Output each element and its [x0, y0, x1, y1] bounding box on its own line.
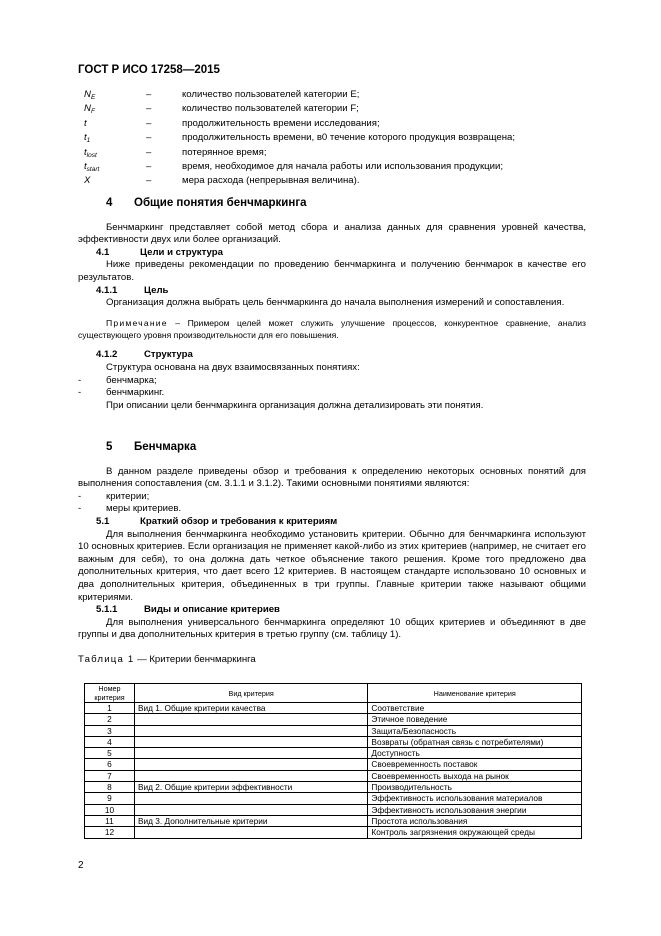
cell-kind: Вид 2. Общие критерии эффективности: [134, 782, 367, 793]
table-caption: Таблица 1 — Критерии бенчмаркинга: [78, 653, 256, 665]
symbol-row: [84, 117, 604, 131]
cell-number: 1: [85, 703, 135, 714]
cell-kind: [134, 793, 367, 804]
cell-number: 5: [85, 748, 135, 759]
dash: –: [146, 175, 152, 187]
note: Примечание – Примером целей может служить улучшение процессов, конкурентное сравнение, анализ существующего уровня производительности для его повышения.: [78, 317, 586, 340]
table-row: [85, 815, 582, 826]
symbol: $N_F$: [84, 103, 95, 116]
cell-number: 11: [85, 815, 135, 826]
table-row: [85, 770, 582, 781]
symbol: X: [84, 175, 91, 187]
cell-kind: [134, 714, 367, 725]
symbols-list: [84, 88, 604, 189]
section-5-1-1-heading: 5.1.1 Виды и описание критериев: [96, 604, 280, 616]
cell-name: Своевременность выхода на рынок: [368, 770, 582, 781]
section-5-1-1-text: Для выполнения универсального бенчмаркинга определяют 10 общих критериев и объединяют в две группы и два дополнительных критерия в третью группу (см. таблицу 1).: [78, 616, 586, 641]
section-4-1-2-text: Структура основана на двух взаимосвязанных понятиях:: [106, 361, 360, 373]
cell-name: Возвраты (обратная связь с потребителями): [368, 736, 582, 747]
cell-kind: [134, 804, 367, 815]
dash: –: [146, 146, 152, 158]
cell-name: Своевременность поставок: [368, 759, 582, 770]
table-row: [85, 736, 582, 747]
cell-name: Контроль загрязнения окружающей среды: [368, 827, 582, 838]
list-item: - бенчмарка;: [78, 374, 157, 386]
dash: –: [146, 160, 152, 172]
symbol-description: продолжительность времени исследования;: [182, 117, 380, 129]
section-4: [78, 197, 586, 412]
symbol: $t_{lost}$: [84, 146, 97, 159]
cell-number: 10: [85, 804, 135, 815]
list-item: - меры критериев.: [78, 503, 182, 515]
section-4-1-2-after: При описании цели бенчмаркинга организация должна детализировать эти понятия.: [106, 399, 484, 411]
header-name: Наименование критерия: [368, 684, 582, 703]
section-5-1-heading: 5.1 Краткий обзор и требования к критериям: [96, 515, 338, 527]
section-4-heading: 4 Общие понятия бенчмаркинга: [106, 197, 307, 209]
symbol-row: [84, 88, 604, 102]
symbol-description: количество пользователей категории F;: [182, 103, 359, 115]
document-header: ГОСТ Р ИСО 17258—2015: [78, 64, 220, 76]
section-4-intro: Бенчмаркинг представляет собой метод сбора и анализа данных для сравнения уровней качества, эффективности двух или более организаций.: [78, 221, 586, 246]
table-row: [85, 748, 582, 759]
cell-kind: [134, 748, 367, 759]
cell-kind: Вид 1. Общие критерии качества: [134, 703, 367, 714]
page-number: 2: [78, 860, 84, 871]
cell-name: Производительность: [368, 782, 582, 793]
symbol-description: продолжительность времени, в0 течение которого продукция возвращена;: [182, 132, 515, 144]
cell-name: Соответствие: [368, 703, 582, 714]
symbol-row: [84, 160, 604, 174]
cell-name: Этичное поведение: [368, 714, 582, 725]
dash: –: [146, 89, 152, 100]
symbol-row: [84, 102, 604, 116]
cell-name: Эффективность использования материалов: [368, 793, 582, 804]
cell-number: 7: [85, 770, 135, 781]
table-header-row: [85, 684, 582, 703]
dash: –: [146, 103, 152, 115]
section-5-heading: 5 Бенчмарка: [106, 441, 197, 453]
header-kind: Вид критерия: [134, 684, 367, 703]
symbol-row: [84, 174, 604, 188]
section-4-1-1-text: Организация должна выбрать цель бенчмаркинга до начала выполнения измерений и сопоставления.: [106, 297, 565, 309]
table-row: [85, 782, 582, 793]
cell-kind: [134, 759, 367, 770]
cell-name: Защита/Безопасность: [368, 725, 582, 736]
cell-number: 4: [85, 736, 135, 747]
cell-name: Эффективность использования энергии: [368, 804, 582, 815]
cell-number: 2: [85, 714, 135, 725]
table-row: [85, 759, 582, 770]
symbol: $N_E$: [84, 89, 96, 101]
symbol: $t_1$: [84, 132, 91, 145]
table-row: [85, 725, 582, 736]
cell-kind: [134, 725, 367, 736]
header-number: Номер критерия: [85, 684, 135, 703]
cell-number: 9: [85, 793, 135, 804]
symbol-row: [84, 146, 604, 160]
symbol-description: потерянное время;: [182, 146, 267, 158]
cell-name: Доступность: [368, 748, 582, 759]
list-item: - критерии;: [78, 490, 150, 502]
cell-kind: [134, 736, 367, 747]
section-5-1-text: Для выполнения бенчмаркинга необходимо установить критерии. Обычно для бенчмаркинга используют 10 основных критериев. Если организация не применяет какой-либо из этих критериев (например, не считает его важным для себя), то она должна дать четкое объяснение такого решения. Кроме того предложено два дополнительных критерия, что дает всего 12 критериев. В настоящем стандарте использовано 10 основных и два дополнительных критерия, объединенных в три группы. Главные критерии также называют общими критериями.: [78, 528, 586, 603]
symbol-description: количество пользователей категории E;: [182, 89, 360, 100]
table-row: [85, 804, 582, 815]
table-row: [85, 714, 582, 725]
table-row: [85, 793, 582, 804]
cell-number: 3: [85, 725, 135, 736]
symbol-description: мера расхода (непрерывная величина).: [182, 175, 360, 187]
symbol: $t_{start}$: [84, 160, 100, 173]
table-row: [85, 703, 582, 714]
table-row: [85, 827, 582, 838]
cell-number: 8: [85, 782, 135, 793]
section-5: [78, 441, 586, 667]
cell-kind: [134, 827, 367, 838]
dash: –: [146, 132, 152, 144]
cell-kind: Вид 3. Дополнительные критерии: [134, 815, 367, 826]
list-item: - бенчмаркинг.: [78, 387, 165, 399]
section-4-1-2-heading: 4.1.2 Структура: [96, 349, 193, 361]
cell-kind: [134, 770, 367, 781]
symbol-description: время, необходимое для начала работы или использования продукции;: [182, 160, 504, 172]
symbol: t: [84, 117, 87, 129]
symbol-row: [84, 131, 604, 145]
dash: –: [146, 117, 152, 129]
section-4-1-1-heading: 4.1.1 Цель: [96, 284, 169, 296]
section-4-1-heading: 4.1 Цели и структура: [96, 246, 223, 258]
cell-number: 12: [85, 827, 135, 838]
section-5-intro: В данном разделе приведены обзор и требования к определению некоторых основных понятий для выполнения сопоставления (см. 3.1.1 и 3.1.2). Такими основными понятиями являются:: [78, 465, 586, 490]
section-4-1-text: Ниже приведены рекомендации по проведению бенчмаркинга и получению бенчмарок в качестве его результатов.: [78, 259, 586, 283]
criteria-table: [84, 683, 582, 839]
cell-name: Простота использования: [368, 815, 582, 826]
cell-number: 6: [85, 759, 135, 770]
